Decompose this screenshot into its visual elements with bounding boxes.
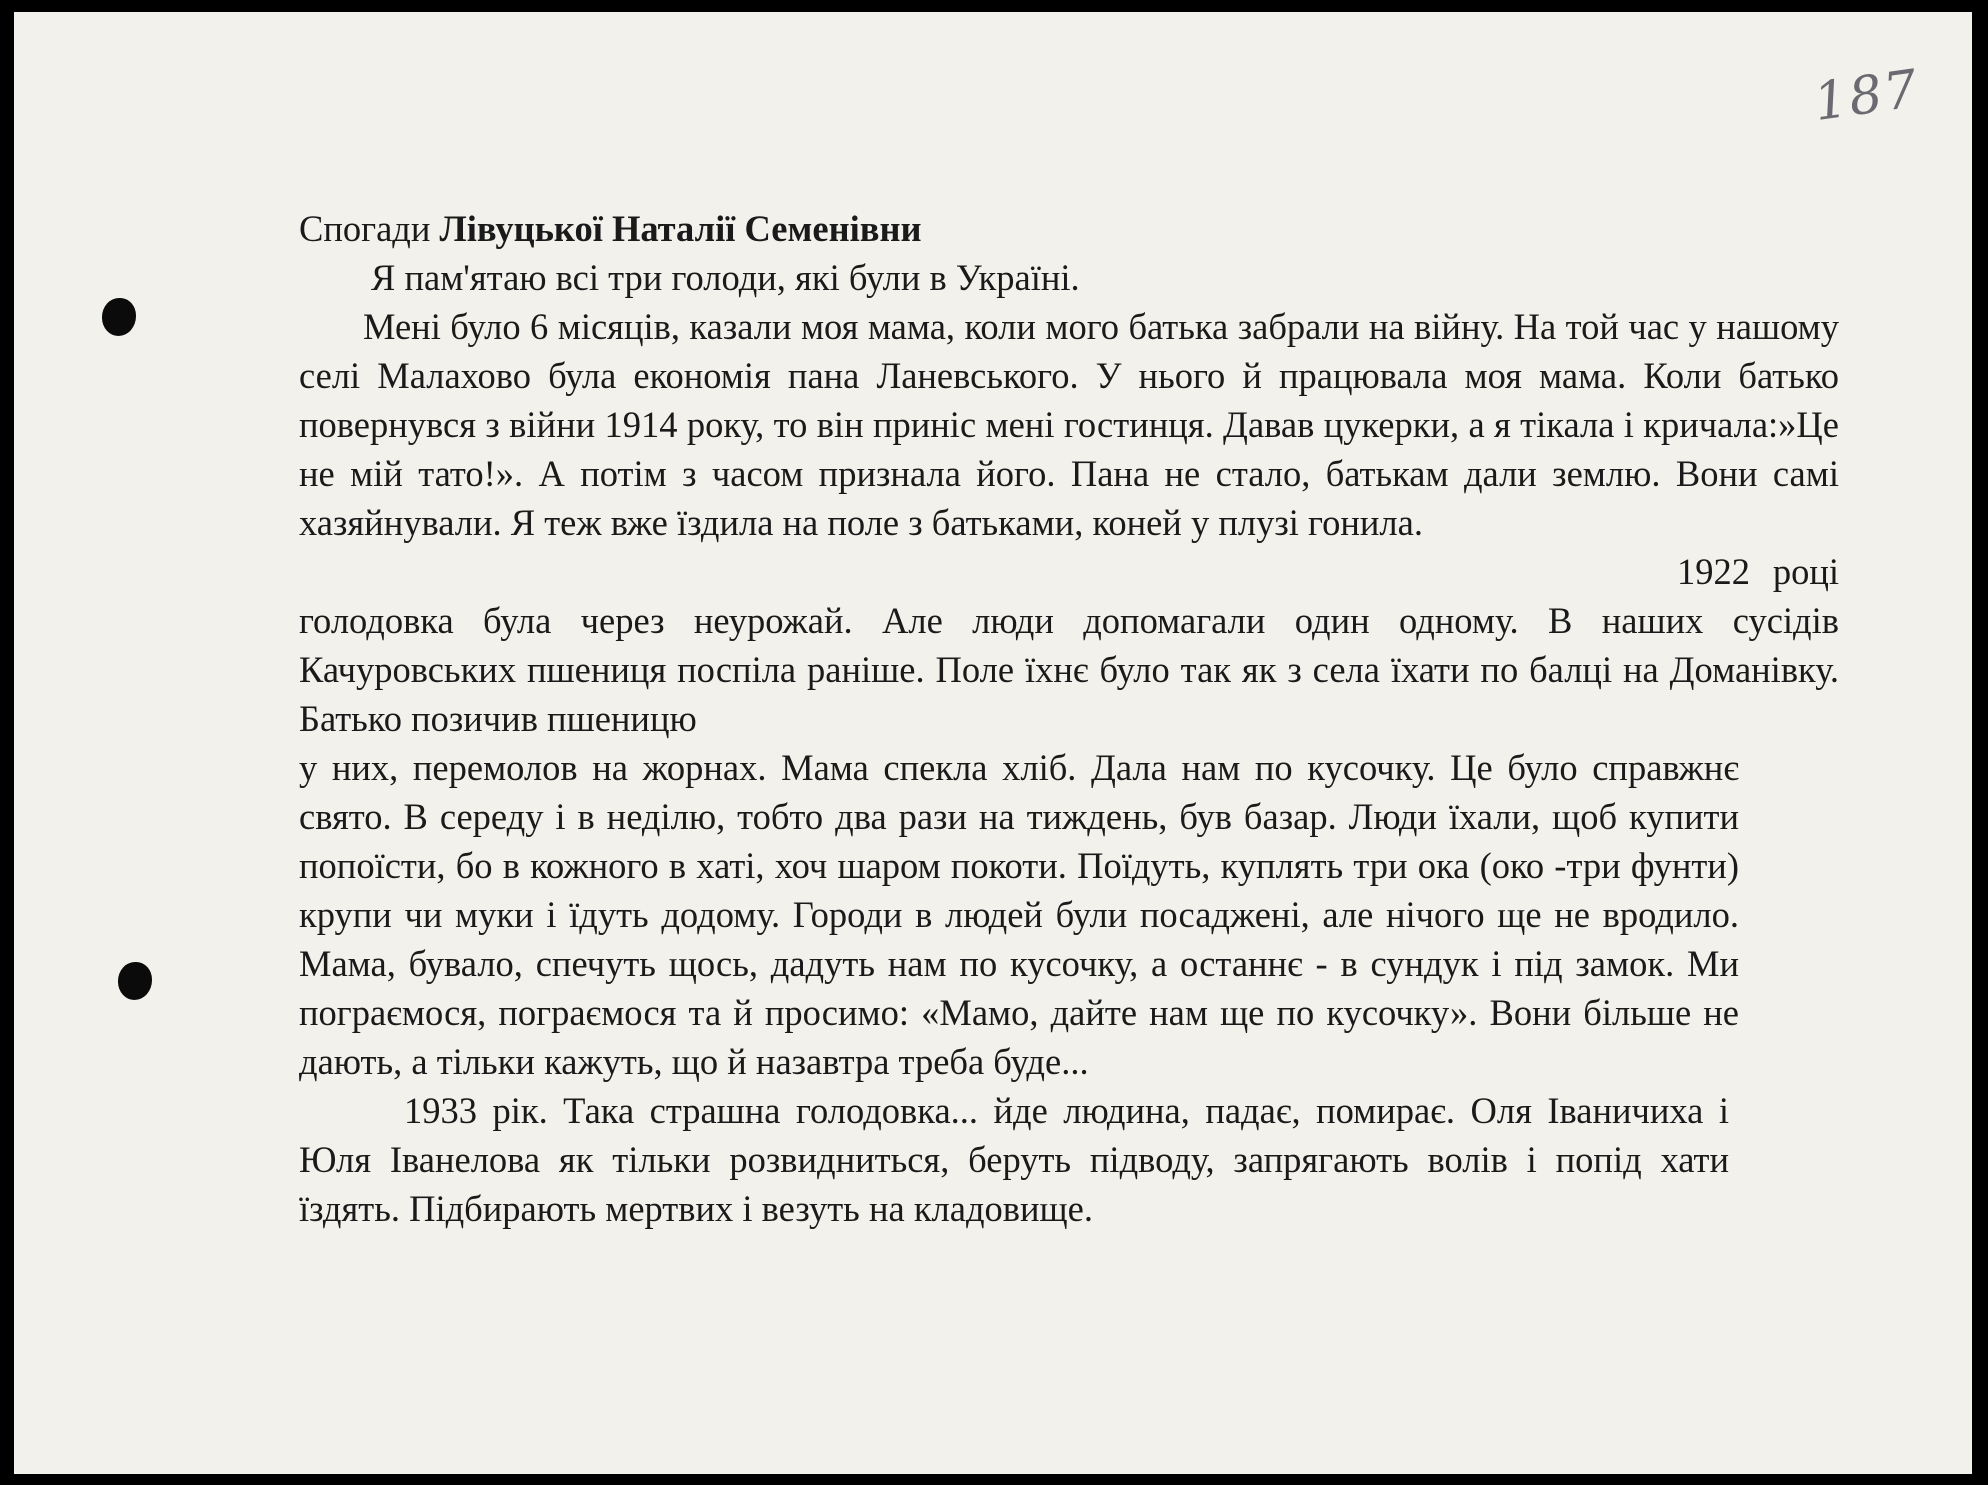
handwritten-page-number: 187 bbox=[1810, 58, 1923, 134]
memoir-text bbox=[299, 204, 1839, 1233]
title-name: Лівуцької Наталії Семенівни bbox=[439, 208, 922, 249]
title-prefix: Спогади bbox=[299, 208, 431, 249]
paragraph-2-text: Мені було 6 місяців, казали моя мама, коли мого батька забрали на війну. На той час у нашому селі Малахово була економія пана Ланевського. У нього й працювала моя мама. Коли батько повернувся з війни 1914 року, то він приніс мені гостинця. Давав цукерки, а я тікала і кричала:»Це не мій тато!». А потім з часом признала його. Пана не стало, батькам дали землю. Вони самі хазяйнували. Я теж вже їздила на поле з батьками, коней у плузі гонила. bbox=[299, 306, 1839, 543]
paragraph-3: 1922 році голодовка була через неурожай. Але люди допомагали один одному. В наших сусідів Качуровських пшениця поспіла раніше. Поле їхнє було так як з села їхати по балці на Доманівку. Батько позичив пшеницю bbox=[299, 551, 1839, 739]
document-title bbox=[299, 204, 1839, 253]
paragraph-1: Я пам'ятаю всі три голоди, які були в Україні. bbox=[371, 257, 1080, 298]
document-page bbox=[14, 12, 1972, 1474]
paragraph-2 bbox=[299, 302, 1839, 547]
punch-hole-top bbox=[102, 298, 136, 336]
punch-hole-bottom bbox=[118, 962, 152, 1000]
paragraph-5: 1933 рік. Така страшна голодовка... йде людина, падає, помирає. Оля Іваничиха і Юля Іванелова як тільки розвидниться, беруть підводу, запрягають волів і попід хати їздять. Підбирають мертвих і везуть на кладовище. bbox=[299, 1090, 1729, 1229]
paragraph-4: у них, перемолов на жорнах. Мама спекла хліб. Дала нам по кусочку. Це було справжнє свято. В середу і в неділю, тобто два рази на тиждень, був базар. Люди їхали, щоб купити попоїсти, бо в кожного в хаті, хоч шаром покоти. Поїдуть, куплять три ока (око -три фунти) крупи чи муки і їдуть додому. Городи в людей були посаджені, але нічого ще не вродило. Мама, бувало, спечуть щось, дадуть нам по кусочку, а останнє - в сундук і під замок. Ми пограємося, пограємося та й просимо: «Мамо, дайте нам ще по кусочку». Вони більше не дають, а тільки кажуть, що й назавтра треба буде... bbox=[299, 747, 1739, 1082]
